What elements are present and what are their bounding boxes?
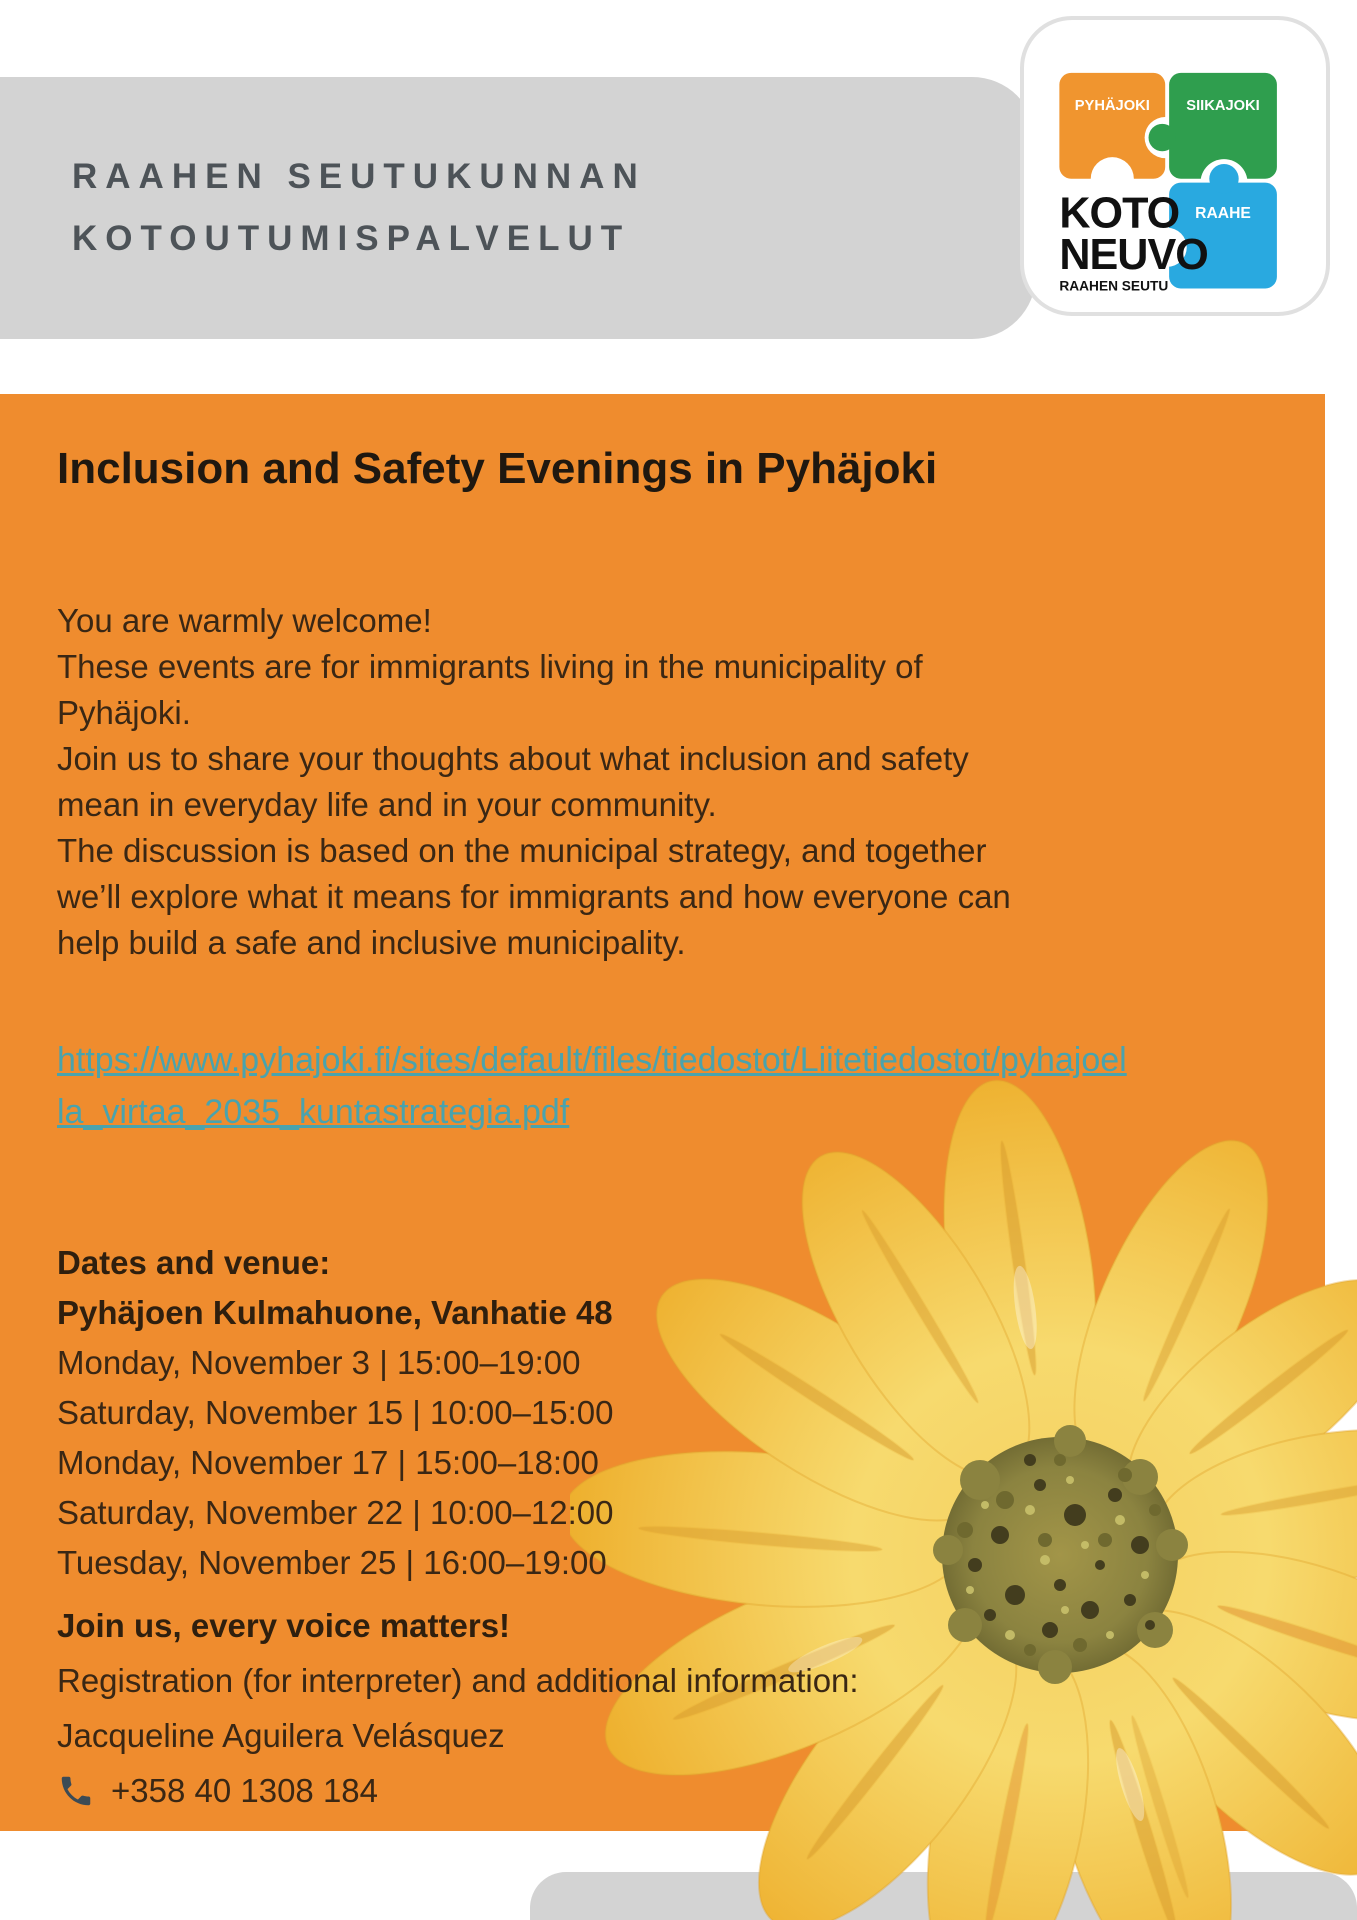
org-banner: [0, 77, 1036, 339]
intro-paragraph: These events are for immigrants living in the municipality of Pyhäjoki.: [57, 648, 923, 731]
event-item: Monday, November 3 | 15:00–19:00: [57, 1344, 581, 1381]
logo-label-raahe: RAAHE: [1195, 204, 1251, 222]
event-list: [57, 1338, 614, 1588]
dates-section: [57, 1238, 614, 1588]
logo-label-pyhajoki: PYHÄJOKI: [1074, 98, 1150, 115]
event-item: Tuesday, November 25 | 16:00–19:00: [57, 1544, 607, 1581]
strategy-link[interactable]: https://www.pyhajoki.fi/sites/default/files/tiedostot/Liitetiedostot/pyhajoella_virtaa_2035_kuntastrategia.pdf: [57, 1041, 1127, 1131]
intro-paragraph: The discussion is based on the municipal strategy, and together we’ll explore what it means for immigrants and how everyone can help build a safe and inclusive municipality.: [57, 832, 1011, 961]
logo-brand-koto: KOTO: [1059, 189, 1180, 238]
intro-paragraph: You are warmly welcome!: [57, 602, 432, 639]
join-heading: Join us, every voice matters!: [57, 1607, 511, 1644]
contact-name: Jacqueline Aguilera Velásquez: [57, 1717, 505, 1754]
event-item: Monday, November 17 | 15:00–18:00: [57, 1444, 599, 1481]
phone-number: +358 40 1308 184: [111, 1772, 379, 1809]
logo-label-siikajoki: SIIKAJOKI: [1186, 98, 1260, 115]
phone-row: [57, 1763, 859, 1818]
phone-icon: [57, 1772, 95, 1810]
event-item: Saturday, November 15 | 10:00–15:00: [57, 1394, 614, 1431]
org-name-line-1: RAAHEN SEUTUKUNNAN: [72, 157, 646, 196]
logo-brand-neuvo: NEUVO: [1059, 230, 1208, 279]
intro-text: [57, 598, 1057, 966]
venue: Pyhäjoen Kulmahuone, Vanhatie 48: [57, 1294, 613, 1331]
poster-title: Inclusion and Safety Evenings in Pyhäjoki: [57, 444, 938, 493]
strategy-link-block: [57, 1034, 1129, 1138]
puzzle-logo-icon: [1024, 20, 1326, 312]
registration-info: Registration (for interpreter) and additional information:: [57, 1662, 859, 1699]
kotoneuvo-logo: [1020, 16, 1330, 316]
intro-paragraph: Join us to share your thoughts about what inclusion and safety mean in everyday life and in your community.: [57, 740, 969, 823]
dates-heading: Dates and venue:: [57, 1244, 331, 1281]
logo-brand-sub: RAAHEN SEUTU: [1059, 278, 1169, 294]
org-name-line-2: KOTOUTUMISPALVELUT: [72, 219, 631, 258]
contact-section: [57, 1598, 859, 1818]
event-item: Saturday, November 22 | 10:00–12:00: [57, 1494, 614, 1531]
